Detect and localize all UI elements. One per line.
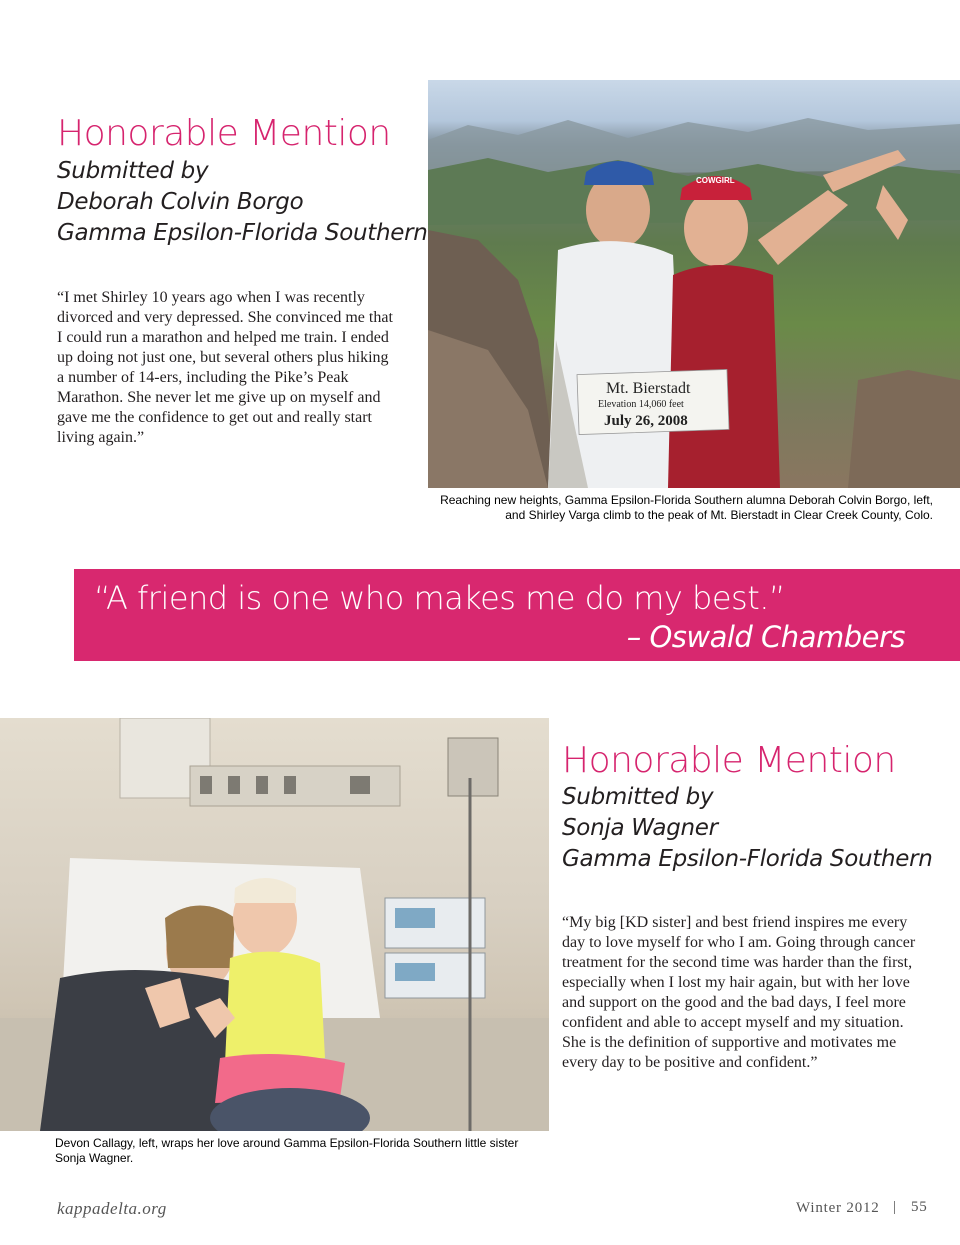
section1-submitted-by: Submitted by	[57, 158, 209, 184]
pull-quote-text: “A friend is one who makes me do my best.”	[94, 579, 785, 617]
section2-chapter: Gamma Epsilon-Florida Southern	[562, 846, 933, 872]
footer-site: kappadelta.org	[57, 1199, 167, 1218]
section2-submitted-by: Submitted by	[562, 784, 714, 810]
sign-line1: Mt. Bierstadt	[606, 380, 691, 397]
pull-quote-attribution: – Oswald Chambers	[626, 620, 905, 654]
mountain-photo-art	[428, 80, 960, 488]
page-number: 55	[911, 1199, 928, 1215]
section2-caption: Devon Callagy, left, wraps her love around Gamma Epsilon-Florida Southern little sister Sonja Wagner.	[55, 1136, 519, 1165]
section2-heading: Honorable Mention	[562, 740, 896, 781]
section2-submitter-name: Sonja Wagner	[562, 815, 718, 841]
footer-issue: Winter 2012	[796, 1200, 880, 1216]
section1-caption: Reaching new heights, Gamma Epsilon-Florida Southern alumna Deborah Colvin Borgo, left, and Shirley Varga climb to the peak of Mt. Bierstadt in Clear Creek County, Colo.	[440, 493, 933, 522]
section1-quote: “I met Shirley 10 years ago when I was recently divorced and very depressed. She convinced me that I could run a marathon and helped me train. I ended up doing not just one, but several others plus hiking a number of 14-ers, including the Pike’s Peak Marathon. She never let me give up on myself and gave me the confidence to get out and really start living again.”	[57, 289, 393, 446]
section2-quote: “My big [KD sister] and best friend inspires me every day to love myself for who I am. Going through cancer treatment for the second time was harder than the first, especially when I lost my hair again, but with her love and support on the good and the bad days, I feel more confident and able to accept myself and my situation. She is the definition of supportive and motivates me every day to be positive and confident.”	[562, 914, 916, 1071]
section1-heading: Honorable Mention	[57, 113, 391, 154]
sign-line2: Elevation 14,060 feet	[598, 399, 684, 410]
sign-line3: July 26, 2008	[604, 413, 688, 429]
hospital-photo	[0, 718, 549, 1131]
hospital-photo-art	[0, 718, 549, 1131]
footer-separator: |	[893, 1199, 897, 1215]
section1-submitter-name: Deborah Colvin Borgo	[57, 189, 304, 215]
cap-logo: COWGIRL	[696, 176, 735, 185]
pull-quote-band	[74, 569, 960, 661]
section1-chapter: Gamma Epsilon-Florida Southern	[57, 220, 428, 246]
mountain-photo	[428, 80, 960, 488]
